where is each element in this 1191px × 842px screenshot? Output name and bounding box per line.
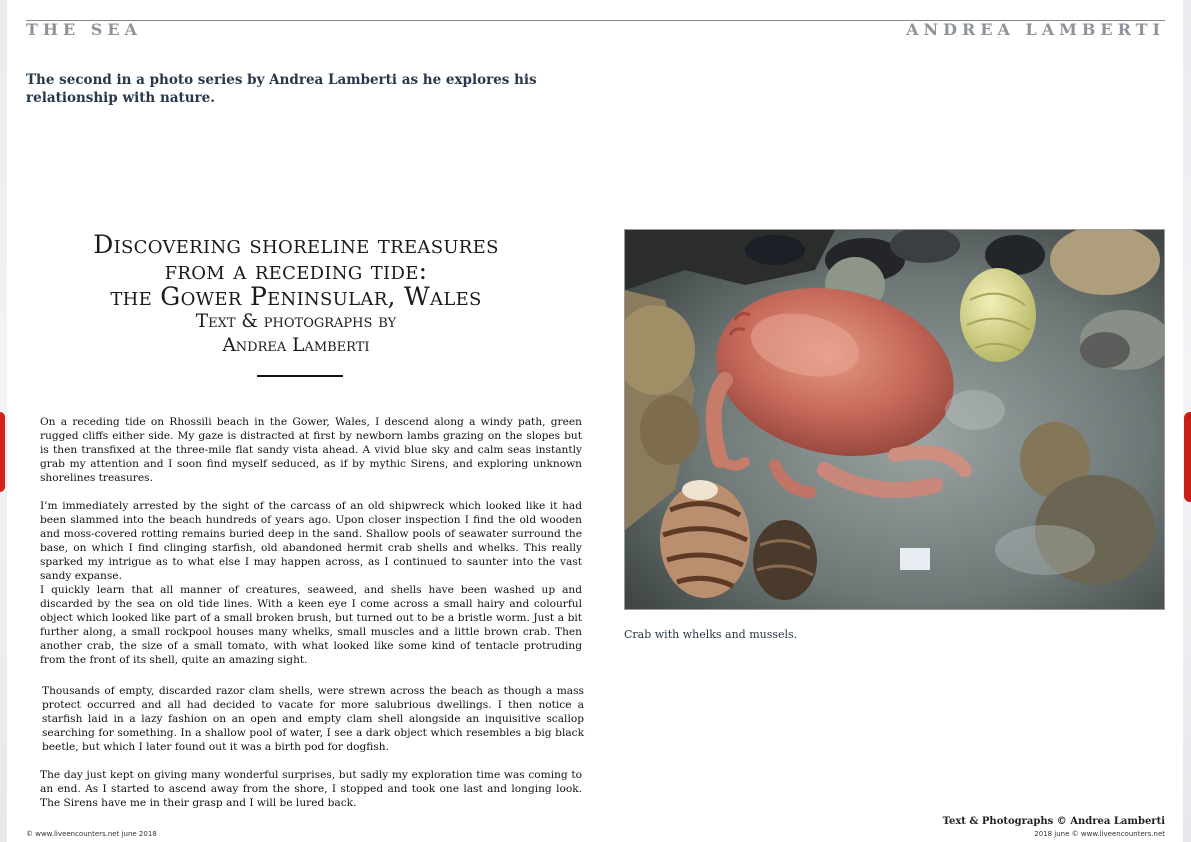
byline-line: Andrea Lamberti [222, 335, 370, 356]
photo-caption: Crab with whelks and mussels. [624, 628, 798, 641]
body-paragraph: I quickly learn that all manner of creatures, seaweed, and shells have been washed up and discarded by the sea on old tide lines. With a keen eye I come across a small hairy and colourful object which looked like part of a small broken brush, but turned out to be a bristle worm. Just a bit further along, a small rockpool houses many whelks, small muscles and a little brown crab. Then another crab, the size of a small tomato, with what looked like some kind of tentacle protruding from the front of its shell, quite an amazing sight. [40, 583, 582, 666]
crab-photo-illustration [625, 230, 1165, 610]
title-line: from a receding tide: [164, 256, 428, 285]
photo-credit: Text & Photographs © Andrea Lamberti [942, 816, 1165, 827]
title-line: the Gower Peninsular, Wales [110, 282, 482, 311]
footer-right: 2018 june © www.liveencounters.net [1034, 830, 1165, 838]
edge-accent-right [1184, 412, 1191, 502]
edge-accent-left [0, 412, 5, 492]
author-label: ANDREA LAMBERTI [906, 20, 1165, 39]
crab-photo [624, 229, 1165, 610]
title-line: Discovering shoreline treasures [93, 230, 499, 259]
body-paragraph: On a receding tide on Rhossili beach in the Gower, Wales, I descend along a windy path, green rugged cliffs either side. My gaze is distracted at first by newborn lambs grazing on the slopes but is then transfixed at the three-mile flat sandy vista ahead. A vivid blue sky and calm seas instantly grab my attention and I soon find myself seduced, as if by mythic Sirens, and exploring unknown shorelines treasures. [40, 415, 582, 484]
body-paragraph: Thousands of empty, discarded razor clam shells, were strewn across the beach as though a mass protect occurred and all had decided to vacate for more salubrious dwellings. I then notice a starfish laid in a lazy fashion on an open and empty clam shell alongside an inquisitive scallop searching for something. In a shallow pool of water, I see a dark object which resembles a big black beetle, but which I later found out it was a birth pod for dogfish. [42, 684, 584, 753]
body-paragraph: I’m immediately arrested by the sight of the carcass of an old shipwreck which looked like it had been slammed into the beach hundreds of years ago. Upon closer inspection I find the old wooden and moss-covered rotting remains buried deep in the sand. Shallow pools of seawater surround the base, on which I find clinging starfish, old abandoned hermit crab shells and whelks. This really sparked my intrigue as to what else I may happen across, as I continued to saunter into the vast sandy expanse. [40, 499, 582, 582]
body-paragraph: The day just kept on giving many wonderful surprises, but sadly my exploration time was coming to an end. As I started to ascend away from the shore, I stopped and took one last and longing look. The Sirens have me in their grasp and I will be lured back. [40, 768, 582, 809]
section-label: THE SEA [26, 20, 142, 39]
title-divider [257, 375, 343, 377]
intro-text: The second in a photo series by Andrea Lamberti as he explores his relationship with nature. [26, 72, 537, 106]
article-title [40, 232, 552, 358]
byline-line: Text & photographs by [195, 311, 397, 332]
footer-left: © www.liveencounters.net june 2018 [26, 830, 157, 838]
